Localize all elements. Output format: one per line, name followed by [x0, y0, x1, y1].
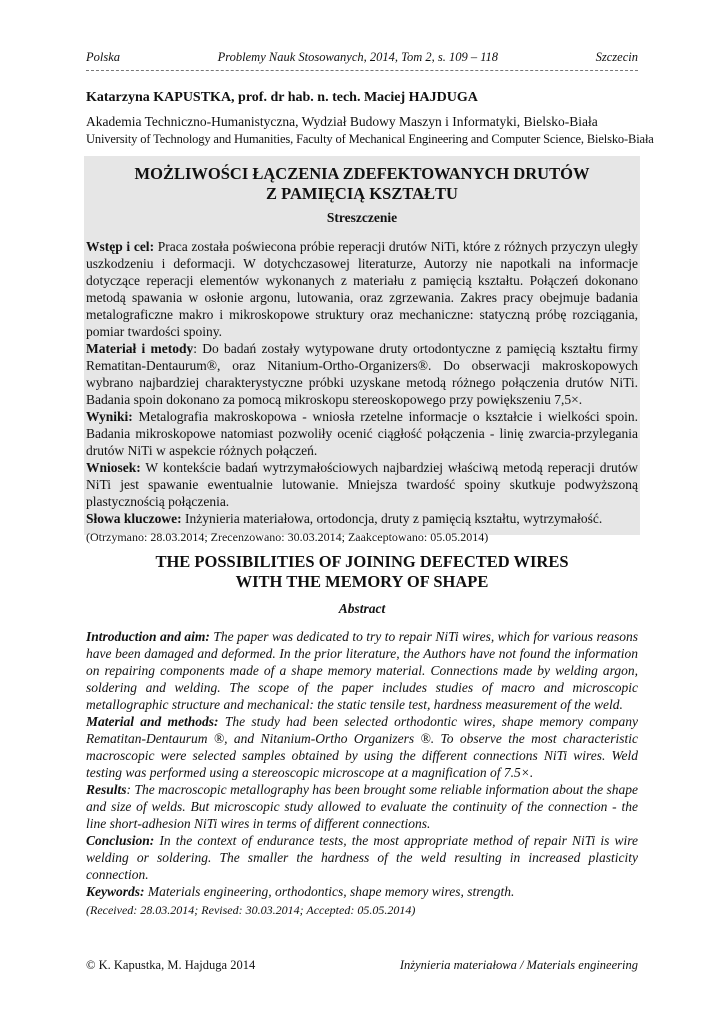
english-results-text: : The macroscopic metallography has been brought some reliable information about the shape and size of welds. But microscopic study allowed to evaluate the continuity of the connection - the line short-adhesion NiTi wires in terms of different connections. — [86, 782, 638, 831]
header-city: Szczecin — [595, 50, 638, 64]
english-conclusion-text: In the context of endurance tests, the most appropriate method of repair NiTi is wire welding or soldering. The smaller the hardness of the weld resulting in increased plasticity connection. — [86, 833, 638, 882]
english-results-label: Results — [86, 782, 127, 797]
english-title-line-1: THE POSSIBILITIES OF JOINING DEFECTED WIRES — [155, 552, 569, 571]
polish-conclusion-paragraph — [86, 459, 638, 510]
footer-section: Inżynieria materiałowa / Materials engineering — [399, 958, 638, 972]
polish-abstract-body — [86, 238, 638, 546]
english-abstract-heading: Abstract — [338, 601, 386, 616]
polish-intro-paragraph — [86, 238, 638, 340]
header-divider — [86, 70, 638, 71]
header-journal: Problemy Nauk Stosowanych, 2014, Tom 2, s. 109 – 118 — [217, 50, 499, 64]
english-methods-text: The study had been selected orthodontic wires, shape memory company Rematitan-Dentaurum ®, and Nitanium-Ortho Organizers ®. To observe the most characteristic macroscopic were selected samples obtained by using the different connections NiTi wires. Weld testing was performed using a stereoscopic microscope at a magnification of 7.5×. — [86, 714, 638, 780]
english-conclusion-paragraph — [86, 832, 638, 883]
polish-methods-label: Materiał i metody — [86, 341, 194, 356]
english-methods-paragraph — [86, 713, 638, 781]
polish-results-text: Metalografia makroskopowa - wniosła rzetelne informacje o kształcie i wielkości spoin. Badania mikroskopowe natomiast pozwoliły ocenić ciągłość połączenia - linię zwarcia-przylegania drutów NiTi w aspekcie różnych połączeń. — [86, 409, 638, 458]
english-dates: (Received: 28.03.2014; Revised: 30.03.2014; Accepted: 05.05.2014) — [86, 903, 416, 917]
polish-conclusion-text: W kontekście badań wytrzymałościowych najbardziej właściwą metodą reperacji drutów NiTi jest spawanie ewentualnie lutowanie. Mniejsza twardość spoiny skutkuje podwyższoną plastycznością połączenia. — [86, 460, 638, 509]
polish-dates: (Otrzymano: 28.03.2014; Zrecenzowano: 30.03.2014; Zaakceptowano: 05.05.2014) — [86, 530, 489, 544]
english-conclusion-label: Conclusion: — [86, 833, 155, 848]
running-header — [86, 50, 638, 65]
polish-keywords-text: Inżynieria materiałowa, ortodoncja, druty z pamięcią kształtu, wytrzymałość. — [181, 511, 603, 526]
english-intro-text: The paper was dedicated to try to repair NiTi wires, which for various reasons have been damaged and deformed. In the prior literature, the Authors have not found the information on repairing components made of a shape memory material. Connections made by welding argon, soldering and welding. The scope of the paper includes studies of macro and microscopic metallographic structure and mechanical: the static tensile test, hardness measurement of the weld. — [86, 629, 638, 712]
affiliation-english: University of Technology and Humanities, Faculty of Mechanical Engineering and Computer Science, Bielsko-Biała — [86, 132, 654, 146]
footer-copyright: © K. Kapustka, M. Hajduga 2014 — [86, 958, 256, 972]
polish-title-line-2: Z PAMIĘCIĄ KSZTAŁTU — [266, 184, 458, 203]
polish-title-line-1: MOŻLIWOŚCI ŁĄCZENIA ZDEFEKTOWANYCH DRUTÓW — [134, 164, 590, 183]
polish-intro-text: Praca została poświecona próbie reperacji drutów NiTi, które z różnych przyczyn uległy uszkodzeniu i deformacji. W dotychczasowej literaturze, Autorzy nie napotkali na informacje dotyczące reperacji elementów wykonanych z materiału z pamięcią kształtu. Połączeń dokonano metodą spawania w osłonie argonu, lutowania, oraz zgrzewania. Zakres pracy obejmuje badania metalograficzne makro i mikroskopowe struktury oraz mechaniczne: statyczną próbę rozciągania, pomiar twardości spoiny. — [86, 239, 638, 339]
polish-conclusion-label: Wniosek: — [86, 460, 141, 475]
english-keywords-label: Keywords: — [86, 884, 145, 899]
english-title-line-2: WITH THE MEMORY OF SHAPE — [235, 572, 489, 591]
english-methods-label: Material and methods: — [86, 714, 219, 729]
polish-title — [84, 164, 640, 204]
english-keywords-text: Materials engineering, orthodontics, shape memory wires, strength. — [144, 884, 515, 899]
polish-methods-text: : Do badań zostały wytypowane druty ortodontyczne z pamięcią kształtu firmy Rematitan-Dentaurum®, oraz Nitanium-Ortho-Organizers®. Do obserwacji makroskopowych wybrano najbardziej charakterystyczne próbki uzyskane metodą różnego połączenia drutów NiTi. Badania spoin dokonano za pomocą mikroskopu stereoskopowego przy powiększeniu 7,5×. — [86, 341, 638, 407]
affiliation-polish: Akademia Techniczno-Humanistyczna, Wydział Budowy Maszyn i Informatyki, Bielsko-Biała — [86, 114, 598, 129]
authors: Katarzyna KAPUSTKA, prof. dr hab. n. tech. Maciej HAJDUGA — [86, 90, 478, 105]
polish-methods-paragraph — [86, 340, 638, 408]
english-abstract-body — [86, 628, 638, 919]
polish-keywords-paragraph — [86, 510, 638, 527]
polish-keywords-label: Słowa kluczowe: — [86, 511, 182, 526]
polish-results-paragraph — [86, 408, 638, 459]
english-keywords-paragraph — [86, 883, 638, 900]
polish-results-label: Wyniki: — [86, 409, 133, 424]
header-country: Polska — [86, 50, 121, 64]
polish-abstract-heading: Streszczenie — [326, 210, 398, 225]
english-intro-paragraph — [86, 628, 638, 713]
english-results-paragraph — [86, 781, 638, 832]
english-title — [84, 552, 640, 592]
page-footer — [86, 958, 638, 973]
polish-intro-label: Wstęp i cel: — [86, 239, 155, 254]
english-intro-label: Introduction and aim: — [86, 629, 210, 644]
